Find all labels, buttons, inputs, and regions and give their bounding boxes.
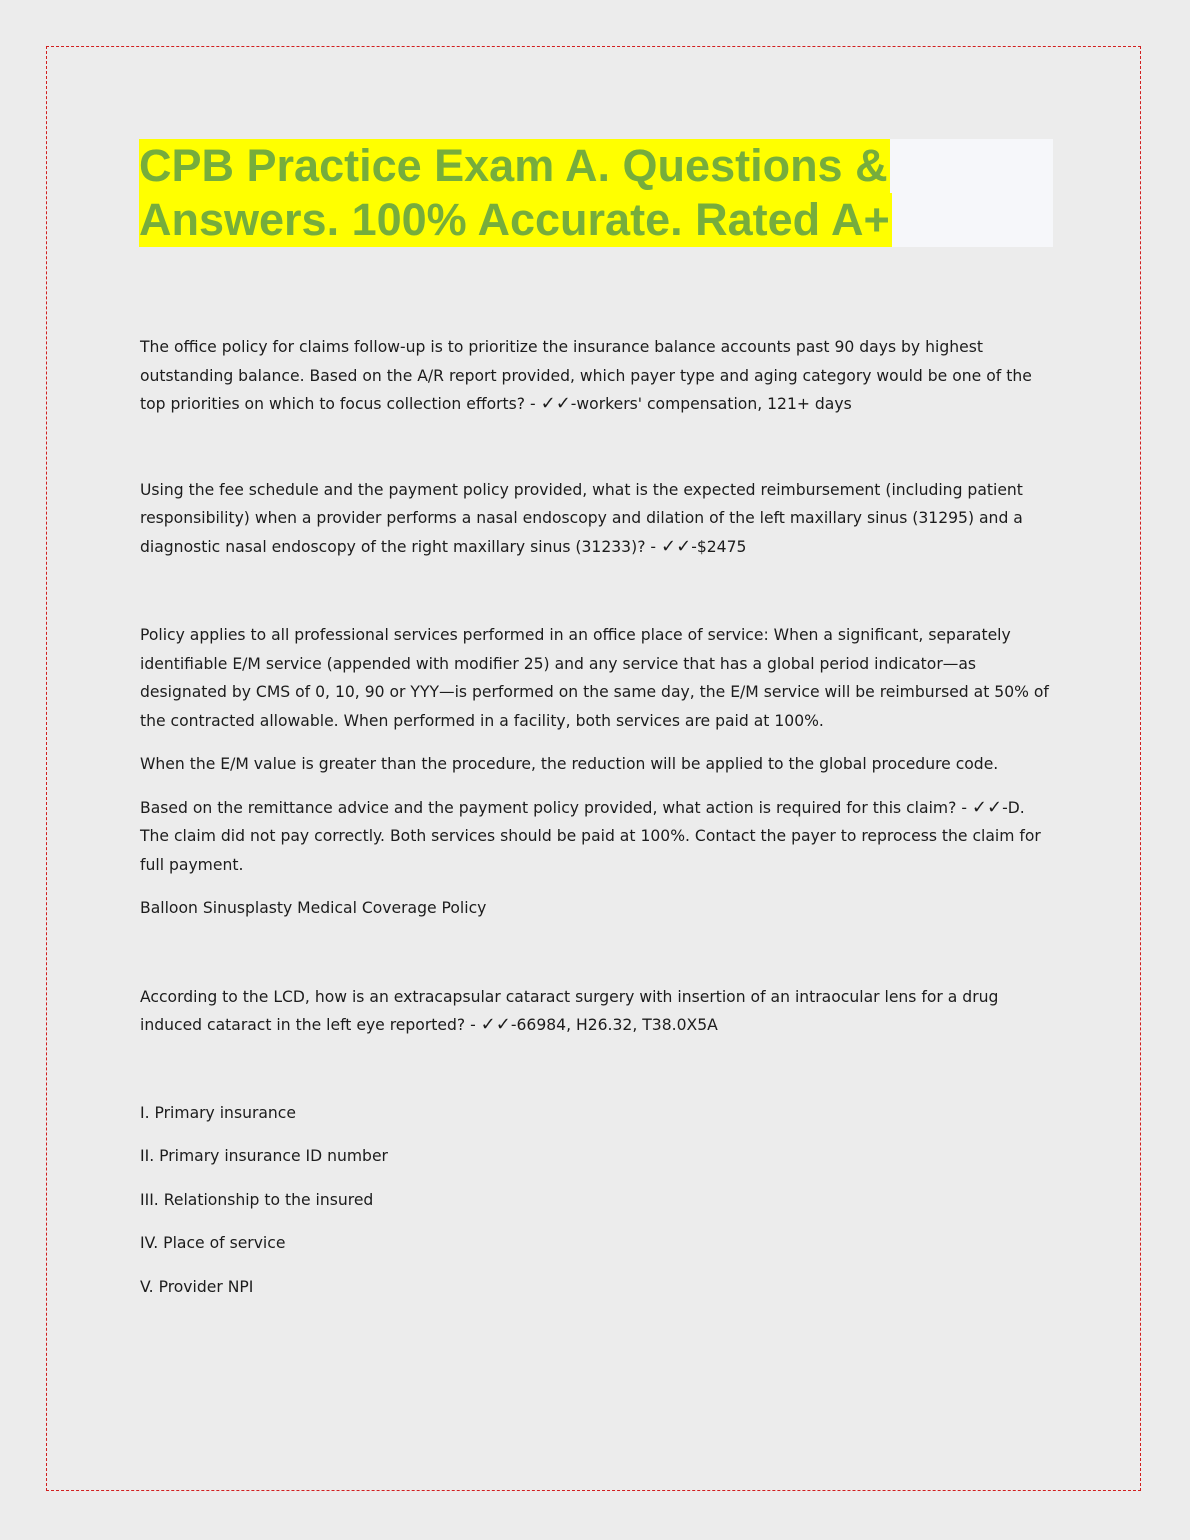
- answer-text: -$2475: [691, 537, 747, 556]
- qa-item-4: [140, 983, 1055, 1040]
- list-item: I. Primary insurance: [140, 1103, 296, 1122]
- document-title-line-1: CPB Practice Exam A. Questions &: [139, 140, 888, 191]
- checkmark-icon: ✓✓: [971, 796, 1003, 818]
- list-item: IV. Place of service: [140, 1234, 286, 1252]
- policy-paragraph: When the E/M value is greater than the procedure, the reduction will be applied to the global procedure code.: [140, 755, 999, 773]
- answer-text: -workers' compensation, 121+ days: [570, 395, 852, 413]
- checkmark-icon: ✓✓: [480, 1014, 511, 1035]
- list-item: V. Provider NPI: [140, 1277, 254, 1296]
- list-item: III. Relationship to the insured: [140, 1190, 374, 1209]
- checkmark-icon: ✓✓: [661, 535, 692, 557]
- qa-item-2: [140, 476, 1055, 562]
- question-text: According to the LCD, how is an extracapsular cataract surgery with insertion of an intraocular lens for a drug induced cataract in the left eye reported? -: [140, 987, 999, 1034]
- policy-heading: Balloon Sinusplasty Medical Coverage Policy: [140, 899, 487, 917]
- document-body: [140, 333, 1055, 1301]
- list-item: II. Primary insurance ID number: [140, 1147, 388, 1165]
- question-text: Based on the remittance advice and the payment policy provided, what action is required for this claim? -: [140, 798, 972, 817]
- qa-item-1: [140, 333, 1055, 419]
- question-text: The office policy for claims follow-up is to prioritize the insurance balance accounts past 90 days by highest outstanding balance. Based on the A/R report provided, which payer type and aging category would be one of the top priorities on which to focus collection efforts? -: [140, 338, 1032, 413]
- policy-paragraph: Policy applies to all professional services performed in an office place of service: When a significant, separately identifiable E/M service (appended with modifier 25) and any service that has a global period indicator—as designated by CMS of 0, 10, 90 or YYY—is performed on the same day, the E/M service will be reimbursed at 50% of the contracted allowable. When performed in a facility, both services are paid at 100%.: [140, 626, 1049, 730]
- qa-item-3: [140, 794, 1055, 880]
- checkmark-icon: ✓✓: [540, 393, 571, 414]
- question-text: Using the fee schedule and the payment policy provided, what is the expected reimbursement (including patient responsibility) when a provider performs a nasal endoscopy and dilation of the left maxillary sinus (31295) and a diagnostic nasal endoscopy of the right maxillary sinus (31233)? -: [140, 480, 1023, 556]
- answer-text: -D. The claim did not pay correctly. Both services should be paid at 100%. Contact the payer to reprocess the claim for full payment.: [140, 798, 1041, 874]
- answer-text: -66984, H26.32, T38.0X5A: [510, 1016, 718, 1034]
- document-title-line-2: Answers. 100% Accurate. Rated A+: [139, 194, 890, 245]
